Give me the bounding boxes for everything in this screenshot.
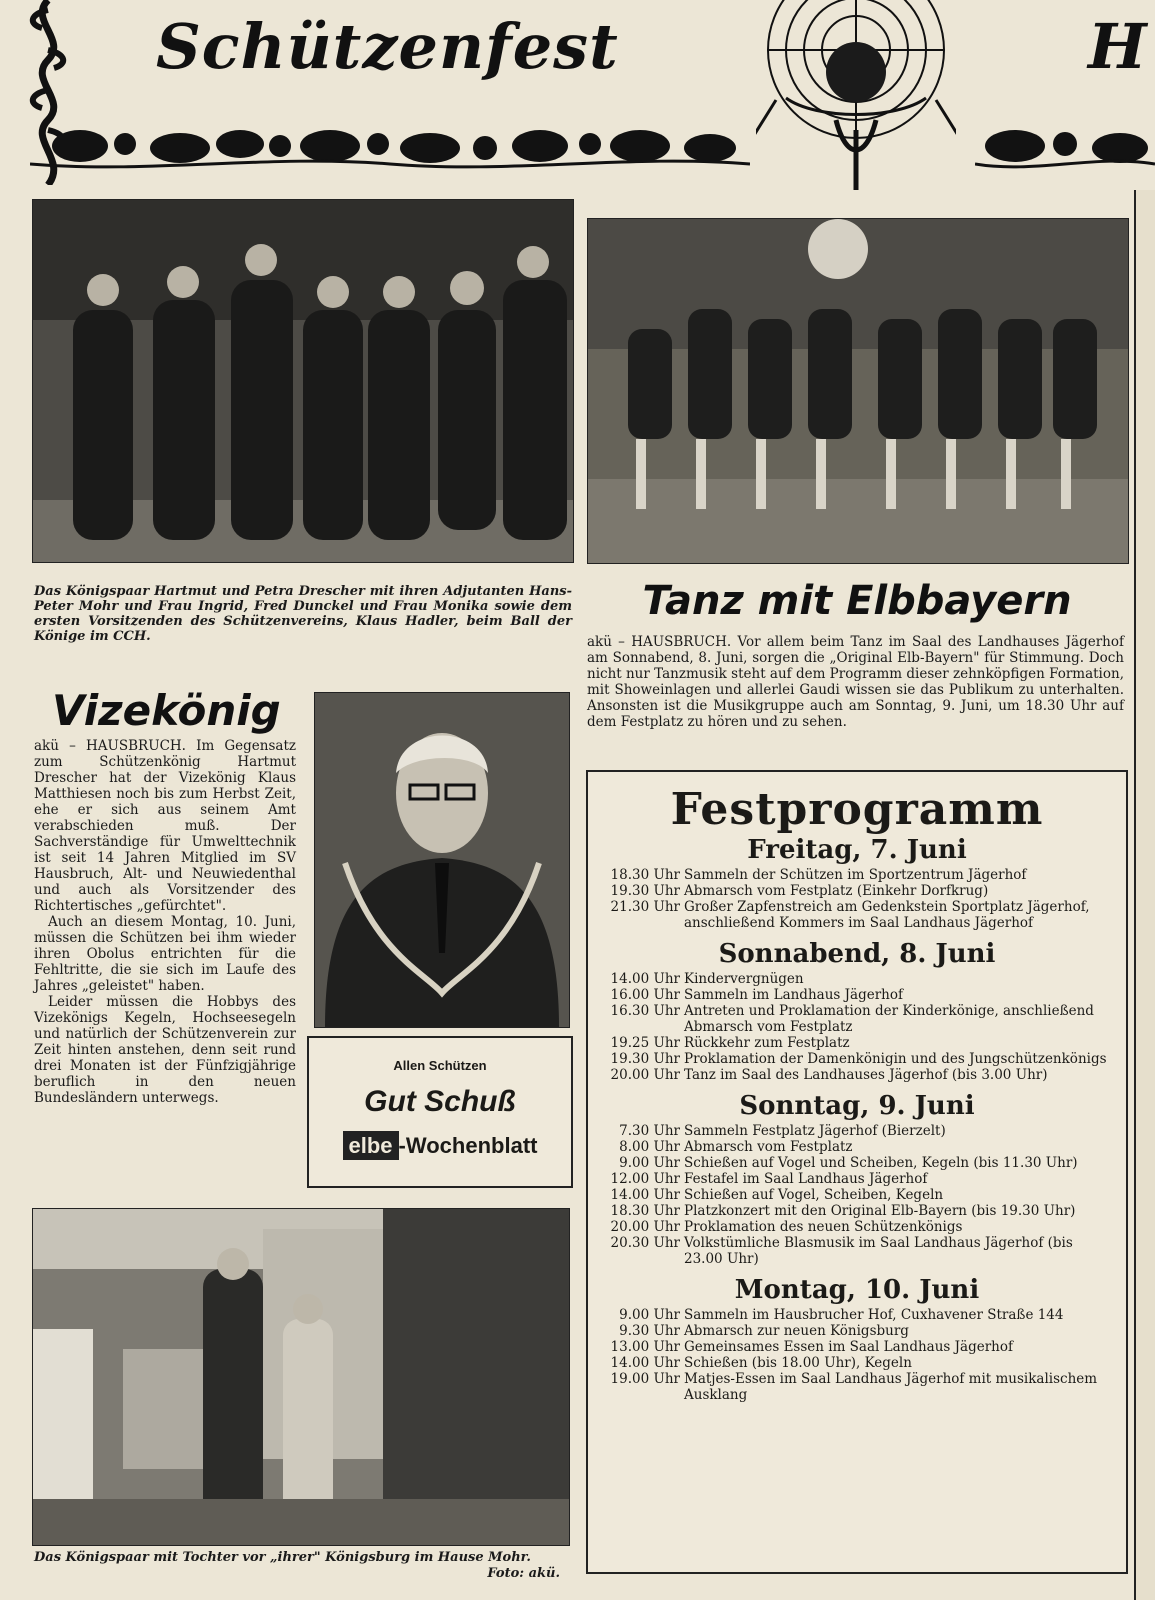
program-entry [588, 1371, 1126, 1403]
elbe-logo: elbe [343, 1131, 399, 1160]
program-entry-time: 21.30 Uhr [610, 899, 680, 915]
program-entry [588, 971, 1126, 987]
program-entry-text: Schießen auf Vogel und Scheiben, Kegeln (bis 11.30 Uhr) [684, 1155, 1078, 1171]
program-entry-text: Abmarsch vom Festplatz [684, 1139, 853, 1155]
program-entry-text: Sammeln Festplatz Jägerhof (Bierzelt) [684, 1123, 946, 1139]
program-entry [588, 1171, 1126, 1187]
page-title-fragment: H [1088, 10, 1147, 83]
program-entry [588, 883, 1126, 899]
article-paragraph: akü – HAUSBRUCH. Im Gegensatz zum Schützenkönig Hartmut Drescher hat der Vizekönig Klaus Matthiesen noch bis zum Herbst Zeit, ehe er sich aus seinem Amt verabschieden muß. Der Sachverständige für Umwelttechnik ist seit 14 Jahren Mitglied im SV Hausbruch, Alt- und Neuwiedenthal und auch als Vorsitzender des Richtertisches „gefürchtet". [34, 738, 296, 914]
program-entry-text: Abmarsch vom Festplatz (Einkehr Dorfkrug) [684, 883, 989, 899]
program-entry [588, 1323, 1126, 1339]
oak-leaf-border-right [975, 118, 1155, 178]
program-entry [588, 1123, 1126, 1139]
program-entry-text: Kindervergnügen [684, 971, 804, 987]
program-day-heading: Sonntag, 9. Juni [739, 1091, 975, 1121]
program-day [588, 835, 1126, 931]
ad-greeting: Allen Schützen [393, 1058, 487, 1073]
article-paragraph: Leider müssen die Hobbys des Vizekönigs Kegeln, Hochseesegeln und natürlich der Schützenverein zur Zeit hinten anstehen, denn seit rund drei Monaten ist der Fünfzigjährige beruflich in den neuen Bundesländern unterwegs. [34, 994, 296, 1106]
program-entry [588, 1051, 1126, 1067]
program-entry [588, 1067, 1126, 1083]
program-entry [588, 1235, 1126, 1267]
program-entry-text: Festafel im Saal Landhaus Jägerhof [684, 1171, 928, 1187]
program-entry [588, 1339, 1126, 1355]
headline-tanz-mit-elbbayern: Tanz mit Elbbayern [642, 578, 1072, 624]
oak-leaf-border-left [30, 118, 750, 178]
photo-caption-royal-couple: Das Königspaar Hartmut und Petra Drescher mit ihren Adjutanten Hans-Peter Mohr und Frau Ingrid, Fred Dunckel und Frau Monika sowie dem ersten Vorsitzenden des Schützenvereins, Klaus Hadler, beim Ball der Könige im CCH. [34, 584, 572, 644]
program-entry-text: Volkstümliche Blasmusik im Saal Landhaus Jägerhof (bis 23.00 Uhr) [684, 1235, 1073, 1267]
program-entry [588, 987, 1126, 1003]
program-entry-time: 19.25 Uhr [610, 1035, 680, 1051]
program-entry-text: Rückkehr zum Festplatz [684, 1035, 850, 1051]
program-entry-time: 7.30 Uhr [619, 1123, 680, 1139]
program-entry-text: Antreten und Proklamation der Kinderkönige, anschließend Abmarsch vom Festplatz [684, 1003, 1094, 1035]
program-entry-time: 19.00 Uhr [610, 1371, 680, 1387]
program-entry-time: 14.00 Uhr [610, 1187, 680, 1203]
festprogramm-title: Festprogramm [670, 784, 1044, 835]
program-entry-time: 19.30 Uhr [610, 1051, 680, 1067]
program-entry-time: 16.30 Uhr [610, 1003, 680, 1019]
article-tanz-body: akü – HAUSBRUCH. Vor allem beim Tanz im Saal des Landhauses Jägerhof am Sonnabend, 8. Juni, sorgen die „Original Elb-Bayern" für Stimmung. Doch nicht nur Tanzmusik steht auf dem Programm dieser zehnköpfigen Formation, mit Showeinlagen und allerlei Gaudi wissen sie das Publikum zu unterhalten. Ansonsten ist die Musikgruppe auch am Sonntag, 9. Juni, um 18.30 Uhr auf dem Festplatz zu hören und zu sehen. [587, 634, 1124, 730]
program-entry-text: Abmarsch zur neuen Königsburg [684, 1323, 909, 1339]
program-entry-time: 20.30 Uhr [610, 1235, 680, 1251]
festprogramm-days [588, 835, 1126, 1403]
program-entry [588, 1307, 1126, 1323]
shooting-target-emblem [756, 0, 956, 200]
program-entry [588, 1355, 1126, 1371]
photo-royal-couple-group [32, 199, 574, 563]
program-entry-time: 20.00 Uhr [610, 1219, 680, 1235]
ad-brand [309, 1133, 571, 1159]
advertisement-elbe-wochenblatt [307, 1036, 573, 1188]
program-entry [588, 1003, 1126, 1035]
photo-caption-royal-family: Das Königspaar mit Tochter vor „ihrer" Königsburg im Hause Mohr. [34, 1550, 531, 1565]
program-entry-text: Proklamation des neuen Schützenkönigs [684, 1219, 963, 1235]
program-entry-time: 14.00 Uhr [610, 1355, 680, 1371]
program-entry-time: 19.30 Uhr [610, 883, 680, 899]
photo-royal-family-house [32, 1208, 570, 1546]
program-entry-text: Schießen auf Vogel, Scheiben, Kegeln [684, 1187, 944, 1203]
headline-vizekoenig: Vizekönig [52, 686, 281, 735]
program-entry [588, 1155, 1126, 1171]
program-day [588, 939, 1126, 1083]
program-entry-text: Matjes-Essen im Saal Landhaus Jägerhof mit musikalischem Ausklang [684, 1371, 1098, 1403]
program-day-heading: Freitag, 7. Juni [747, 835, 967, 865]
program-entry-text: Tanz im Saal des Landhauses Jägerhof (bis 3.00 Uhr) [684, 1067, 1048, 1083]
program-entry [588, 899, 1126, 931]
program-entry-text: Großer Zapfenstreich am Gedenkstein Sportplatz Jägerhof, anschließend Kommers im Saal Landhaus Jägerhof [684, 899, 1090, 931]
program-day [588, 1091, 1126, 1267]
photo-elbbayern-band [587, 218, 1129, 564]
ad-slogan: Gut Schuß [364, 1085, 516, 1118]
article-paragraph: Auch an diesem Montag, 10. Juni, müssen die Schützen bei ihm wieder ihren Obolus entrichten für die Fehltritte, die sie sich im Laufe des Jahres „geleistet" haben. [34, 914, 296, 994]
program-entry [588, 1219, 1126, 1235]
program-entry [588, 1203, 1126, 1219]
program-day [588, 1275, 1126, 1403]
article-vizekoenig-body [34, 738, 296, 1106]
program-entry-time: 18.30 Uhr [610, 1203, 680, 1219]
program-entry-time: 18.30 Uhr [610, 867, 680, 883]
program-entry-time: 20.00 Uhr [610, 1067, 680, 1083]
program-entry-text: Sammeln der Schützen im Sportzentrum Jägerhof [684, 867, 1027, 883]
program-entry-time: 12.00 Uhr [610, 1171, 680, 1187]
page-title: Schützenfest [156, 10, 619, 83]
program-entry-time: 13.00 Uhr [610, 1339, 680, 1355]
program-entry-time: 9.00 Uhr [619, 1307, 680, 1323]
program-entry-text: Proklamation der Damenkönigin und des Jungschützenkönigs [684, 1051, 1107, 1067]
program-entry-text: Platzkonzert mit den Original Elb-Bayern (bis 19.30 Uhr) [684, 1203, 1076, 1219]
ad-brand-name: -Wochenblatt [398, 1133, 538, 1158]
program-entry-time: 16.00 Uhr [610, 987, 680, 1003]
program-entry-text: Gemeinsames Essen im Saal Landhaus Jägerhof [684, 1339, 1013, 1355]
adjacent-page-edge [1134, 190, 1155, 1600]
program-entry [588, 1139, 1126, 1155]
program-entry-text: Schießen (bis 18.00 Uhr), Kegeln [684, 1355, 912, 1371]
program-entry [588, 1187, 1126, 1203]
program-entry-time: 8.00 Uhr [619, 1139, 680, 1155]
program-entry-time: 9.00 Uhr [619, 1155, 680, 1171]
festprogramm-box [586, 770, 1128, 1574]
program-day-heading: Sonnabend, 8. Juni [718, 939, 996, 969]
photo-vizekoenig-portrait [314, 692, 570, 1028]
program-entry-text: Sammeln im Landhaus Jägerhof [684, 987, 903, 1003]
program-entry [588, 1035, 1126, 1051]
program-entry [588, 867, 1126, 883]
program-day-heading: Montag, 10. Juni [734, 1275, 980, 1305]
program-entry-text: Sammeln im Hausbrucher Hof, Cuxhavener Straße 144 [684, 1307, 1064, 1323]
photo-credit: Foto: akü. [487, 1566, 560, 1581]
program-entry-time: 9.30 Uhr [619, 1323, 680, 1339]
program-entry-time: 14.00 Uhr [610, 971, 680, 987]
